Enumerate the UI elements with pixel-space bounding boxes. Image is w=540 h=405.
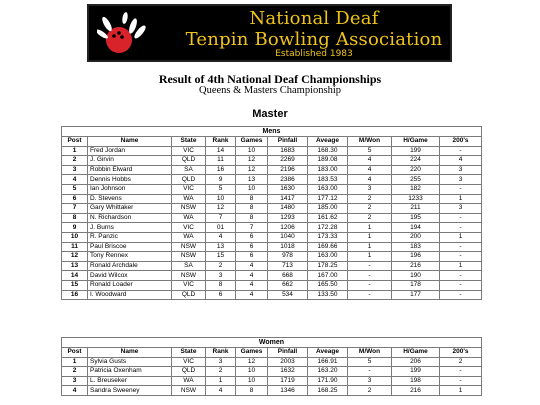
table-cell: QLD <box>172 175 206 185</box>
table-cell: 12 <box>236 357 268 367</box>
table-cell: 1 <box>440 261 482 271</box>
table-cell: 8 <box>236 204 268 214</box>
table-cell: 8 <box>206 280 236 290</box>
table-cell: 4 <box>206 386 236 396</box>
table-cell: 216 <box>392 261 440 271</box>
table-cell: WA <box>172 376 206 386</box>
table-cell: 7 <box>236 223 268 233</box>
table-cell: 194 <box>392 223 440 233</box>
page-title: Result of 4th National Deaf Championships <box>158 72 382 86</box>
table-cell: 2 <box>62 156 88 166</box>
table-cell: 2 <box>348 213 392 223</box>
table-cell: 2 <box>62 367 88 377</box>
table-cell: 13 <box>206 242 236 252</box>
table-cell: 3 <box>440 175 482 185</box>
table-cell: QLD <box>172 156 206 166</box>
column-header: Aveage <box>308 348 348 358</box>
table-cell: 8 <box>236 213 268 223</box>
women-table-caption: Women <box>61 337 482 347</box>
table-cell: 5 <box>348 357 392 367</box>
bowler-name: Paul Briscoe <box>88 242 172 252</box>
column-header: 200's <box>440 137 482 147</box>
table-cell: 183.00 <box>308 165 348 175</box>
table-cell: SA <box>172 165 206 175</box>
table-cell: 2 <box>440 357 482 367</box>
table-cell: 173.33 <box>308 232 348 242</box>
table-cell: 133.50 <box>308 290 348 300</box>
table-cell: 15 <box>206 252 236 262</box>
table-cell: - <box>440 223 482 233</box>
column-header: Name <box>88 348 172 358</box>
table-cell: 6 <box>236 232 268 242</box>
table-cell: 4 <box>440 156 482 166</box>
table-cell: QLD <box>172 290 206 300</box>
table-cell: 9 <box>62 223 88 233</box>
table-cell: 189.08 <box>308 156 348 166</box>
table-row <box>62 252 482 262</box>
column-header: Games <box>236 137 268 147</box>
mens-table-caption: Mens <box>61 126 482 136</box>
table-row <box>62 232 482 242</box>
table-cell: 6 <box>62 194 88 204</box>
table-cell: - <box>440 184 482 194</box>
table-cell: - <box>348 261 392 271</box>
bowler-name: Gary Whittaker <box>88 204 172 214</box>
table-cell: 4 <box>236 280 268 290</box>
bowler-name: Ian Johnson <box>88 184 172 194</box>
table-cell: 168.30 <box>308 146 348 156</box>
table-cell: 167.00 <box>308 271 348 281</box>
column-header: Rank <box>206 348 236 358</box>
table-cell: 14 <box>62 271 88 281</box>
table-row <box>62 213 482 223</box>
table-cell: 10 <box>236 367 268 377</box>
women-header-row <box>62 348 482 358</box>
table-cell: 9 <box>206 175 236 185</box>
bowler-name: Fred Jordan <box>88 146 172 156</box>
table-cell: 4 <box>236 261 268 271</box>
bowler-name: L. Breuseker <box>88 376 172 386</box>
table-cell: 2003 <box>268 357 308 367</box>
table-row <box>62 367 482 377</box>
table-cell: 10 <box>236 184 268 194</box>
table-cell: 1 <box>62 146 88 156</box>
table-cell: 216 <box>392 386 440 396</box>
table-cell: 1630 <box>268 184 308 194</box>
table-cell: 195 <box>392 213 440 223</box>
table-row <box>62 175 482 185</box>
column-header: H/Game <box>392 348 440 358</box>
table-cell: 1346 <box>268 386 308 396</box>
table-cell: - <box>440 271 482 281</box>
table-cell: 1 <box>62 357 88 367</box>
table-cell: 200 <box>392 232 440 242</box>
table-cell: 4 <box>348 175 392 185</box>
table-cell: 183.53 <box>308 175 348 185</box>
table-cell: 2 <box>348 204 392 214</box>
table-cell: 178 <box>392 280 440 290</box>
table-row <box>62 146 482 156</box>
table-cell: 16 <box>206 165 236 175</box>
table-cell: 178.25 <box>308 261 348 271</box>
table-cell: 4 <box>236 290 268 300</box>
table-cell: 163.00 <box>308 252 348 262</box>
table-cell: - <box>348 280 392 290</box>
table-cell: 8 <box>62 213 88 223</box>
header-banner <box>87 4 452 62</box>
table-cell: 1417 <box>268 194 308 204</box>
table-row <box>62 165 482 175</box>
page-subtitle: Queens & Masters Championship <box>198 85 342 96</box>
table-cell: NSW <box>172 242 206 252</box>
table-cell: 11 <box>62 242 88 252</box>
table-cell: - <box>348 367 392 377</box>
mens-table-body <box>62 146 482 300</box>
table-cell: 10 <box>62 232 88 242</box>
column-header: Post <box>62 137 88 147</box>
column-header: Games <box>236 348 268 358</box>
table-cell: - <box>440 213 482 223</box>
table-cell: 1683 <box>268 146 308 156</box>
table-cell: 1 <box>348 252 392 262</box>
table-cell: 1206 <box>268 223 308 233</box>
table-cell: 13 <box>62 261 88 271</box>
table-cell: 198 <box>392 376 440 386</box>
table-cell: NSW <box>172 271 206 281</box>
table-cell: 199 <box>392 367 440 377</box>
table-cell: 1 <box>348 242 392 252</box>
women-table-body <box>62 357 482 395</box>
bowler-name: J. Girvin <box>88 156 172 166</box>
table-cell: 6 <box>236 252 268 262</box>
table-cell: NSW <box>172 204 206 214</box>
table-cell: 2 <box>206 367 236 377</box>
table-cell: 163.20 <box>308 367 348 377</box>
table-cell: 220 <box>392 165 440 175</box>
table-row <box>62 242 482 252</box>
table-row <box>62 156 482 166</box>
table-row <box>62 386 482 396</box>
table-cell: 5 <box>348 146 392 156</box>
table-cell: 12 <box>62 252 88 262</box>
table-cell: 10 <box>236 376 268 386</box>
table-cell: SA <box>172 261 206 271</box>
table-cell: 1293 <box>268 213 308 223</box>
table-cell: 5 <box>62 184 88 194</box>
table-cell: 10 <box>236 146 268 156</box>
table-row <box>62 280 482 290</box>
bowler-name: Robbin Elward <box>88 165 172 175</box>
column-header: Pinfall <box>268 137 308 147</box>
table-cell: 3 <box>440 204 482 214</box>
table-row <box>62 261 482 271</box>
table-cell: 183 <box>392 242 440 252</box>
table-cell: 163.00 <box>308 184 348 194</box>
table-cell: - <box>440 146 482 156</box>
column-header: Rank <box>206 137 236 147</box>
table-cell: WA <box>172 232 206 242</box>
table-cell: 1233 <box>392 194 440 204</box>
table-cell: 1480 <box>268 204 308 214</box>
table-cell: 668 <box>268 271 308 281</box>
column-header: State <box>172 137 206 147</box>
section-title: Master <box>252 108 288 120</box>
column-header: Post <box>62 348 88 358</box>
table-cell: 12 <box>206 204 236 214</box>
table-cell: 534 <box>268 290 308 300</box>
table-cell: 166.91 <box>308 357 348 367</box>
column-header: H/Game <box>392 137 440 147</box>
table-cell: - <box>440 290 482 300</box>
banner-title-line2: Tenpin Bowling Association <box>185 29 443 50</box>
table-cell: 1632 <box>268 367 308 377</box>
table-cell: - <box>440 367 482 377</box>
table-cell: 1040 <box>268 232 308 242</box>
mens-results-table <box>61 126 482 300</box>
bowling-logo-icon <box>97 10 149 58</box>
table-cell: 1 <box>206 376 236 386</box>
table-cell: NSW <box>172 386 206 396</box>
bowler-name: Patricia Oxenham <box>88 367 172 377</box>
table-cell: VIC <box>172 223 206 233</box>
table-cell: 12 <box>236 165 268 175</box>
table-cell: VIC <box>172 357 206 367</box>
column-header: M/Won <box>348 348 392 358</box>
table-row <box>62 194 482 204</box>
table-cell: 4 <box>236 271 268 281</box>
table-cell: 978 <box>268 252 308 262</box>
mens-header-row <box>62 137 482 147</box>
table-cell: WA <box>172 194 206 204</box>
table-cell: - <box>440 252 482 262</box>
table-cell: 16 <box>62 290 88 300</box>
table-cell: 1 <box>440 386 482 396</box>
banner-established: Established 1983 <box>275 49 353 59</box>
table-cell: 4 <box>348 165 392 175</box>
table-cell: 3 <box>348 376 392 386</box>
table-cell: 1 <box>348 223 392 233</box>
table-cell: - <box>440 376 482 386</box>
table-cell: 196 <box>392 252 440 262</box>
bowler-name: Sandra Sweeney <box>88 386 172 396</box>
column-header: Aveage <box>308 137 348 147</box>
table-cell: 14 <box>206 146 236 156</box>
table-cell: 6 <box>206 290 236 300</box>
table-cell: 165.50 <box>308 280 348 290</box>
column-header: Pinfall <box>268 348 308 358</box>
banner-title-line1: National Deaf <box>249 8 379 29</box>
banner-title <box>179 8 449 50</box>
table-cell: 8 <box>236 194 268 204</box>
table-cell: NSW <box>172 252 206 262</box>
table-cell: - <box>348 271 392 281</box>
bowler-name: Sylvia Gusts <box>88 357 172 367</box>
table-cell: 190 <box>392 271 440 281</box>
bowler-name: I. Woodward <box>88 290 172 300</box>
table-cell: 2 <box>348 386 392 396</box>
table-cell: 206 <box>392 357 440 367</box>
table-cell: 177.12 <box>308 194 348 204</box>
table-cell: 5 <box>206 184 236 194</box>
table-row <box>62 376 482 386</box>
bowler-name: D. Stevens <box>88 194 172 204</box>
table-cell: 199 <box>392 146 440 156</box>
table-cell: 3 <box>348 184 392 194</box>
table-cell: 1 <box>348 232 392 242</box>
table-cell: QLD <box>172 367 206 377</box>
bowler-name: Tony Rennex <box>88 252 172 262</box>
table-cell: 7 <box>62 204 88 214</box>
table-cell: 224 <box>392 156 440 166</box>
table-cell: 2 <box>348 194 392 204</box>
table-cell: 11 <box>206 156 236 166</box>
table-cell: 7 <box>206 213 236 223</box>
bowler-name: David Wilcox <box>88 271 172 281</box>
table-cell: 2196 <box>268 165 308 175</box>
table-cell: 172.28 <box>308 223 348 233</box>
table-row <box>62 290 482 300</box>
table-cell: 8 <box>236 386 268 396</box>
table-cell: 3 <box>62 376 88 386</box>
table-cell: VIC <box>172 184 206 194</box>
table-cell: 171.90 <box>308 376 348 386</box>
table-cell: 4 <box>348 156 392 166</box>
table-cell: 10 <box>206 194 236 204</box>
bowler-name: J. Burns <box>88 223 172 233</box>
table-cell: 12 <box>236 156 268 166</box>
table-cell: 168.25 <box>308 386 348 396</box>
bowler-name: R. Panzic <box>88 232 172 242</box>
table-cell: 1 <box>440 194 482 204</box>
table-cell: - <box>348 290 392 300</box>
column-header: Name <box>88 137 172 147</box>
table-cell: 2 <box>206 261 236 271</box>
table-cell: 01 <box>206 223 236 233</box>
table-cell: 161.62 <box>308 213 348 223</box>
bowler-name: Ronald Archdale <box>88 261 172 271</box>
table-cell: - <box>440 280 482 290</box>
table-cell: 211 <box>392 204 440 214</box>
table-cell: WA <box>172 213 206 223</box>
bowler-name: Dennis Hobbs <box>88 175 172 185</box>
table-cell: 3 <box>440 165 482 175</box>
table-cell: 6 <box>236 242 268 252</box>
table-cell: 1018 <box>268 242 308 252</box>
table-cell: 169.66 <box>308 242 348 252</box>
table-cell: 3 <box>206 357 236 367</box>
women-results-table <box>61 337 482 396</box>
bowler-name: Ronald Loader <box>88 280 172 290</box>
table-cell: VIC <box>172 146 206 156</box>
table-row <box>62 357 482 367</box>
table-cell: 662 <box>268 280 308 290</box>
table-cell: 182 <box>392 184 440 194</box>
column-header: State <box>172 348 206 358</box>
table-row <box>62 204 482 214</box>
table-cell: VIC <box>172 280 206 290</box>
table-row <box>62 271 482 281</box>
bowler-name: N. Richardson <box>88 213 172 223</box>
table-cell: 2386 <box>268 175 308 185</box>
table-cell: 1 <box>440 232 482 242</box>
table-cell: 3 <box>62 165 88 175</box>
table-row <box>62 184 482 194</box>
table-cell: 3 <box>206 271 236 281</box>
table-cell: 15 <box>62 280 88 290</box>
table-cell: 2269 <box>268 156 308 166</box>
table-cell: 185.00 <box>308 204 348 214</box>
table-cell: 4 <box>206 232 236 242</box>
table-cell: 255 <box>392 175 440 185</box>
table-cell: 177 <box>392 290 440 300</box>
table-cell: 4 <box>62 386 88 396</box>
table-row <box>62 223 482 233</box>
column-header: 200's <box>440 348 482 358</box>
table-cell: 1719 <box>268 376 308 386</box>
column-header: M/Won <box>348 137 392 147</box>
table-cell: 4 <box>62 175 88 185</box>
table-cell: - <box>440 242 482 252</box>
table-cell: 13 <box>236 175 268 185</box>
table-cell: 713 <box>268 261 308 271</box>
